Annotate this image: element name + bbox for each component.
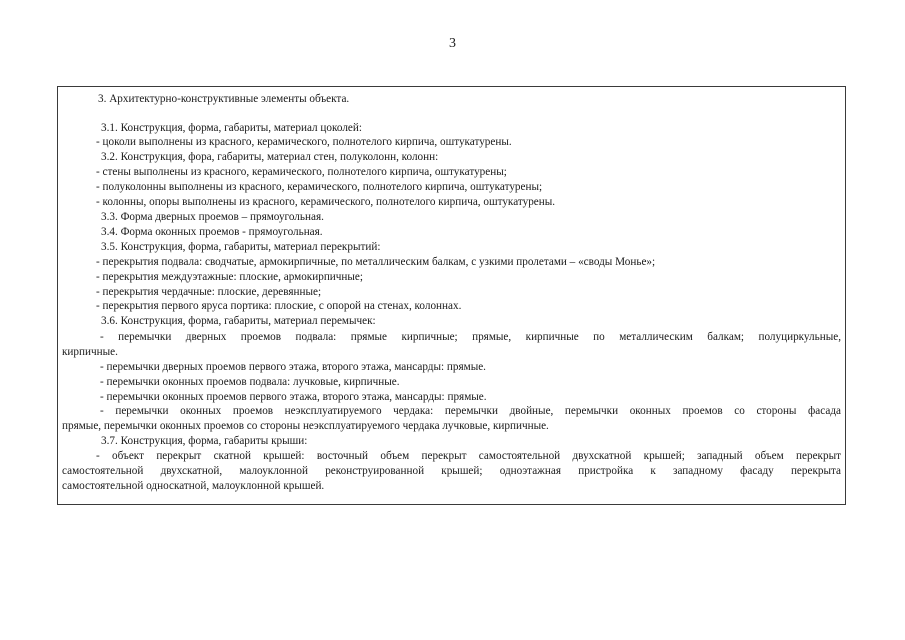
text-line: кирпичные. [62,346,118,358]
subsection-heading: 3.7. Конструкция, форма, габариты крыши: [101,435,308,447]
text-line: - перемычки дверных проемов подвала: прямые кирпичные; прямые, кирпичные по металлическим балкам; полуциркульные, [100,331,841,343]
text-line: - колонны, опоры выполнены из красного, керамического, полнотелого кирпича, оштукатурены. [96,196,556,208]
text-line: - перекрытия подвала: сводчатые, армокирпичные, по металлическим балкам, с узкими пролетами – «своды Монье»; [96,256,656,268]
text-line: - перемычки оконных проемов первого этажа, второго этажа, мансарды: прямые. [100,391,487,403]
text-line: самостоятельной односкатной, малоуклонной крышей. [62,480,325,492]
page-number: 3 [449,36,456,51]
section-heading: 3. Архитектурно-конструктивные элементы объекта. [98,93,350,105]
text-line: - перекрытия междуэтажные: плоские, армокирпичные; [96,271,364,283]
text-line: - перекрытия чердачные: плоские, деревянные; [96,286,322,298]
text-line: самостоятельной двухскатной, малоуклонной реконструированной крышей; одноэтажная пристройка к западному фасаду перекрыта [62,465,841,477]
text-line: - стены выполнены из красного, керамического, полнотелого кирпича, оштукатурены; [96,166,507,178]
subsection-heading: 3.6. Конструкция, форма, габариты, материал перемычек: [101,315,376,327]
subsection-heading: 3.3. Форма дверных проемов – прямоугольная. [101,211,324,223]
text-line: - перемычки дверных проемов первого этажа, второго этажа, мансарды: прямые. [100,361,486,373]
text-line: - перекрытия первого яруса портика: плоские, с опорой на стенах, колоннах. [96,300,462,312]
text-line: - перемычки оконных проемов подвала: лучковые, кирпичные. [100,376,400,388]
subsection-heading: 3.2. Конструкция, фора, габариты, материал стен, полуколонн, колонн: [101,151,439,163]
text-line: - полуколонны выполнены из красного, керамического, полнотелого кирпича, оштукатурены; [96,181,543,193]
subsection-heading: 3.5. Конструкция, форма, габариты, материал перекрытий: [101,241,381,253]
subsection-heading: 3.4. Форма оконных проемов - прямоугольная. [101,226,323,238]
text-line: - объект перекрыт скатной крышей: восточный объем перекрыт самостоятельной двухскатной крышей; западный объем перекрыт [96,450,841,462]
text-line: - цоколи выполнены из красного, керамического, полнотелого кирпича, оштукатурены. [96,136,512,148]
subsection-heading: 3.1. Конструкция, форма, габариты, материал цоколей: [101,122,362,134]
text-line: - перемычки оконных проемов неэксплуатируемого чердака: перемычки двойные, перемычки оконных проемов со стороны фасада [100,405,841,417]
text-line: прямые, перемычки оконных проемов со стороны неэксплуатируемого чердака лучковые, кирпичные. [62,420,549,432]
